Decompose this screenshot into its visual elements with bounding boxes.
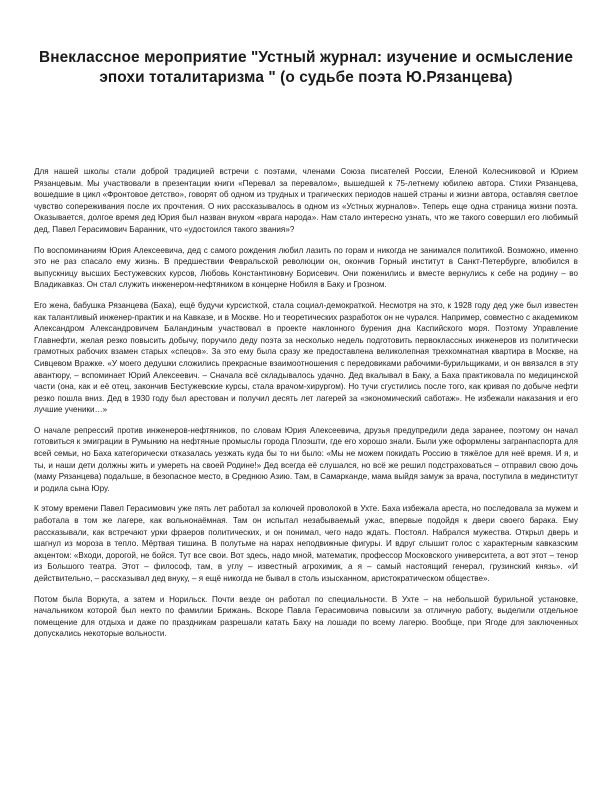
paragraph: Его жена, бабушка Рязанцева (Баха), ещё будучи курсисткой, стала социал-демократкой. Несмотря на это, к 1928 году дед уже был известен как талантливый инженер-практик и на Кавказе, и в Москве. Но и теоретических разработок он не чурался. Например, совместно с академиком Александром Александровичем Баландиным участвовал в проекте наклонного бурения дна Каспийского моря. Поэтому Управление Главнефти, желая резко повысить добычу, поручило деду поэта за несколько недель подготовить первоклассных инженеров из политически грамотных рабочих взамен старых «спецов». За это ему была сразу же предоставлена великолепная трехкомнатная квартира в Москве, на Сивцевом Вражке. «У моего дедушки сложились прекрасные взаимоотношения с передовиками рабочими-бурильщиками, и он ввязался в эту авантюру, – вспоминает Юрий Алексеевич. – Сначала всё складывалось удачно. Дед вкалывал в Баку, а Баха практиковала по медицинской части (она, как и её отец, закончив Бестужевские курсы, стала врачом-хирургом). Но тучи сгустились после того, как кривая по добыче нефти резко пошла вниз. Дед в 1930 году был арестован и получил десять лет лагерей за «экономический саботаж». Не избежали наказания и его лучшие ученики…» [34,300,578,415]
paragraph: Потом была Воркута, а затем и Норильск. Почти везде он работал по специальности. В Ухте – на небольшой бурильной установке, начальником которой был некто по фамилии Брижань. Вскоре Павла Герасимовича повысили за отличную работу, выделили отдельное помещение для отдыха и даже по праздникам разрешали катать Баху на лошади по всему лагерю. Вообще, при Ягоде для заключенных допускались некоторые вольности. [34,594,578,639]
paragraph: По воспоминаниям Юрия Алексеевича, дед с самого рождения любил лазить по горам и никогда не занимался политикой. Возможно, именно это не раз спасало ему жизнь. В предшествии Февральской революции он, окончив Горный институт в Санкт-Петербурге, влюбился в выпускницу высших Бестужевских курсов, Любовь Константиновну Борисевич. Они поженились и вместе вернулись к себе на родину – во Владикавказ. Он стал служить инженером-нефтяником в концерне Нобиля в Баку и Грозном. [34,245,578,290]
paragraph: Для нашей школы стали доброй традицией встречи с поэтами, членами Союза писателей России, Еленой Колесниковой и Юрием Рязанцевым. Мы участвовали в презентации книги «Перевал за перевалом», вышедшей к 75-летнему юбилею автора. Стихи Рязанцева, вошедшие в цикл «Фронтовое детство», говорят об одном из трудных и трагических периодов нашей страны и жизни автора, оставляя светлое чувство сопереживания после их прочтения. О них рассказывалось в одном из «Устных журналов». Теперь еще одна страница жизни поэта. Оказывается, долгое время дед Юрия был назван внуком «врага народа». Нам стало интересно узнать, что же такого совершил его любимый дед, Павел Герасимович Баранник, что «удостоился такого звания»? [34,167,578,234]
document-body [34,166,578,649]
paragraph: К этому времени Павел Герасимович уже пять лет работал за колючей проволокой в Ухте. Баха избежала ареста, но последовала за мужем и работала в том же лагере, как вольнонаёмная. Там он испытал незабываемый ужас, впервые подойдя к двери своего барака. Ему рассказывали, как встречают урки фраеров политических, и он понимал, чего надо ждать. Постоял. Набрался мужества. Открыл дверь и шагнул из мороза в тепло. Мёртвая тишина. В полутьме на нарах неподвижные фигуры. И вдруг слышит голос с характерным кавказским акцентом: «Входи, дорогой, не бойся. Тут все свои. Вот здесь, надо мной, математик, профессор Московского университета, а вот этот – тенор из Большого театра. Этот – философ, там, в углу – известный агрохимик, а я – самый настоящий генерал, грузинский князь». «И действительно, – рассказывал дед внуку, – я ещё никогда не бывал в столь изысканном, аристократическом обществе». [34,504,578,583]
paragraph: О начале репрессий против инженеров-нефтяников, по словам Юрия Алексеевича, друзья предупредили деда заранее, поэтому он начал готовиться к эмиграции в Румынию на нефтяные промыслы города Плоэшти, где его хорошо знали. Были уже оформлены загранпаспорта для всей семьи, но Баха категорически отказалась уезжать куда бы то ни было: «Мы не можем покидать Россию в тяжёлое для неё время. И я, и ты, и наши дети должны жить и умереть на своей Родине!» Дед всегда её слушался, но всё же решил подстраховаться – отправил свою дочь (маму Рязанцева) подальше, в безопасное место, в Среднюю Азию. Там, в Самарканде, мама выйдя замуж за врача, поступила в мединститут и родила сына Юру. [34,425,578,493]
document-title: Внеклассное мероприятие "Устный журнал: изучение и осмысление эпохи тоталитаризма " (о судьбе поэта Ю.Рязанцева) [39,49,573,86]
